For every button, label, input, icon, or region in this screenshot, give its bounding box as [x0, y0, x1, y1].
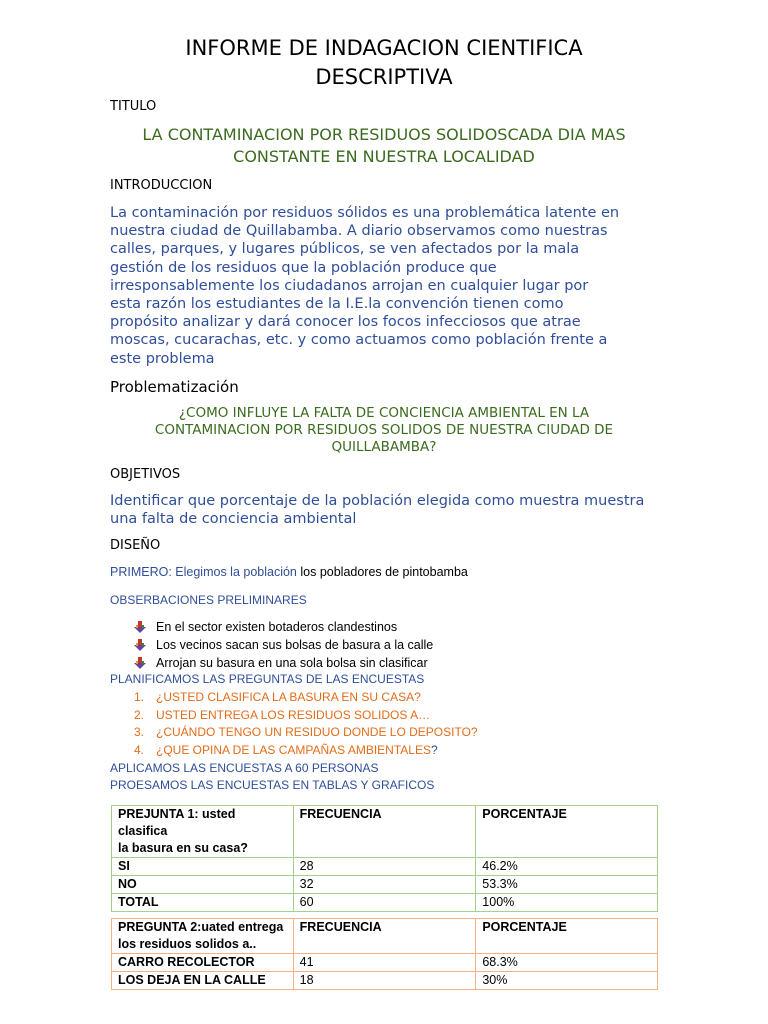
row-frecuencia: 60 [293, 894, 476, 912]
row-label: NO [112, 876, 294, 894]
introduccion-paragraph [110, 204, 670, 368]
proesamos-line: PROESAMOS LAS ENCUESTAS EN TABLAS Y GRAFICOS [110, 778, 435, 792]
intro-line: nuestra ciudad de Quillabamba. A diario observamos como nuestras [110, 223, 608, 240]
intro-line: irresponsablemente los ciudadanos arrojan en cualquier lugar por [110, 277, 589, 294]
primero-population: los pobladores de pintobamba [296, 565, 468, 579]
bullet-text: Arrojan su basura en una sola bolsa sin clasificar [156, 656, 428, 670]
intro-line: gestión de los residuos que la población produce que [110, 259, 497, 276]
table-row [112, 876, 658, 894]
arrow-bullet-icon [134, 639, 146, 651]
question-tail: ? [430, 742, 438, 757]
table-header-question [112, 806, 294, 858]
intro-line: La contaminación por residuos sólidos es una problemática latente en [110, 205, 620, 221]
table-header-porcentaje: PORCENTAJE [476, 919, 658, 954]
observaciones-list [134, 618, 433, 672]
table-row [112, 858, 658, 876]
header-question-line2: la basura en su casa? [118, 841, 248, 855]
header-question-line1: PREJUNTA 1: usted clasifica [118, 807, 236, 838]
question-number: 3. [134, 725, 145, 739]
objetivos-line: Identificar que porcentaje de la población elegida como muestra muestra [110, 493, 645, 509]
diseno-label: DISEÑO [110, 538, 161, 553]
row-porcentaje: 53.3% [476, 876, 658, 894]
table-pregunta-2 [111, 918, 658, 990]
document-title [0, 34, 768, 92]
question-number: 1. [134, 690, 145, 704]
bullet-text: En el sector existen botaderos clandestinos [156, 620, 398, 634]
objetivos-label: OBJETIVOS [110, 467, 181, 482]
list-item [134, 743, 478, 761]
objetivos-line: una falta de conciencia ambiental [110, 511, 357, 527]
header-question-line1: PREGUNTA 2:uated entrega [118, 920, 284, 934]
problem-question [110, 405, 658, 456]
preguntas-list [134, 690, 478, 760]
problem-line: ¿COMO INFLUYE LA FALTA DE CONCIENCIA AMBIENTAL EN LA [178, 405, 590, 421]
titulo-label: TITULO [110, 99, 157, 114]
intro-line: moscas, cucarachas, etc. y como actuamos como población frente a [110, 332, 608, 349]
question-text: ¿QUE OPINA DE LAS CAMPAÑAS AMBIENTALES [156, 742, 431, 757]
intro-line: calles, parques, y lugares públicos, se ven afectados por la mala [110, 241, 580, 258]
row-frecuencia: 28 [293, 858, 476, 876]
row-label: LOS DEJA EN LA CALLE [112, 972, 294, 990]
arrow-bullet-icon [134, 657, 146, 669]
question-text: USTED ENTREGA LOS RESIDUOS SOLIDOS A… [156, 707, 431, 722]
table-header-frecuencia: FRECUENCIA [293, 919, 476, 954]
list-item [134, 636, 433, 654]
problem-line: CONTAMINACION POR RESIDUOS SOLIDOS DE NUESTRA CIUDAD DE [154, 422, 614, 438]
question-text: ¿CUÁNDO TENGO UN RESIDUO DONDE LO DEPOSITO? [156, 725, 478, 739]
table-row [112, 954, 658, 972]
row-label: SI [112, 858, 294, 876]
row-frecuencia: 32 [293, 876, 476, 894]
introduccion-label: INTRODUCCION [110, 178, 213, 193]
row-frecuencia: 18 [293, 972, 476, 990]
table-row [112, 972, 658, 990]
table-header-porcentaje: PORCENTAJE [476, 806, 658, 858]
primero-line [110, 565, 468, 579]
question-number: 2. [134, 707, 145, 722]
intro-line: este problema [110, 350, 215, 367]
primero-prefix: PRIMERO: Elegimos la población [110, 565, 297, 579]
list-item [134, 618, 433, 636]
row-frecuencia: 41 [293, 954, 476, 972]
intro-line: propósito analizar y dará conocer los focos infecciosos que atrae [110, 314, 581, 331]
list-item [134, 708, 478, 726]
table-header-question [112, 919, 294, 954]
list-item [134, 725, 478, 743]
research-title-line2: CONSTANTE EN NUESTRA LOCALIDAD [233, 147, 535, 166]
problem-line: QUILLABAMBA? [331, 439, 437, 455]
bullet-text: Los vecinos sacan sus bolsas de basura a la calle [156, 638, 434, 652]
question-text: ¿USTED CLASIFICA LA BASURA EN SU CASA? [156, 690, 421, 704]
intro-line: esta razón los estudiantes de la I.E.la convención tienen como [110, 296, 564, 313]
observaciones-heading: OBSERBACIONES PRELIMINARES [110, 593, 307, 607]
objetivos-paragraph [110, 492, 650, 528]
research-title [100, 124, 668, 168]
planificamos-heading: PLANIFICAMOS LAS PREGUNTAS DE LAS ENCUESTAS [110, 672, 425, 686]
aplicamos-line: APLICAMOS LAS ENCUESTAS A 60 PERSONAS [110, 761, 379, 775]
table-header-row [112, 806, 658, 858]
row-porcentaje: 68.3% [476, 954, 658, 972]
arrow-bullet-icon [134, 621, 146, 633]
table-header-row [112, 919, 658, 954]
row-porcentaje: 100% [476, 894, 658, 912]
table-header-frecuencia: FRECUENCIA [293, 806, 476, 858]
row-porcentaje: 30% [476, 972, 658, 990]
row-label: CARRO RECOLECTOR [112, 954, 294, 972]
document-title-line1: INFORME DE INDAGACION CIENTIFICA [185, 36, 583, 60]
header-question-line2: los residuos solidos a.. [118, 937, 257, 951]
research-title-line1: LA CONTAMINACION POR RESIDUOS SOLIDOSCADA DIA MAS [142, 125, 626, 144]
problematizacion-label: Problematización [110, 378, 239, 396]
document-title-line2: DESCRIPTIVA [315, 65, 453, 89]
question-number: 4. [134, 742, 145, 757]
list-item [134, 690, 478, 708]
row-label: TOTAL [112, 894, 294, 912]
list-item [134, 654, 433, 672]
table-pregunta-1 [111, 805, 658, 912]
table-row [112, 894, 658, 912]
row-porcentaje: 46.2% [476, 858, 658, 876]
